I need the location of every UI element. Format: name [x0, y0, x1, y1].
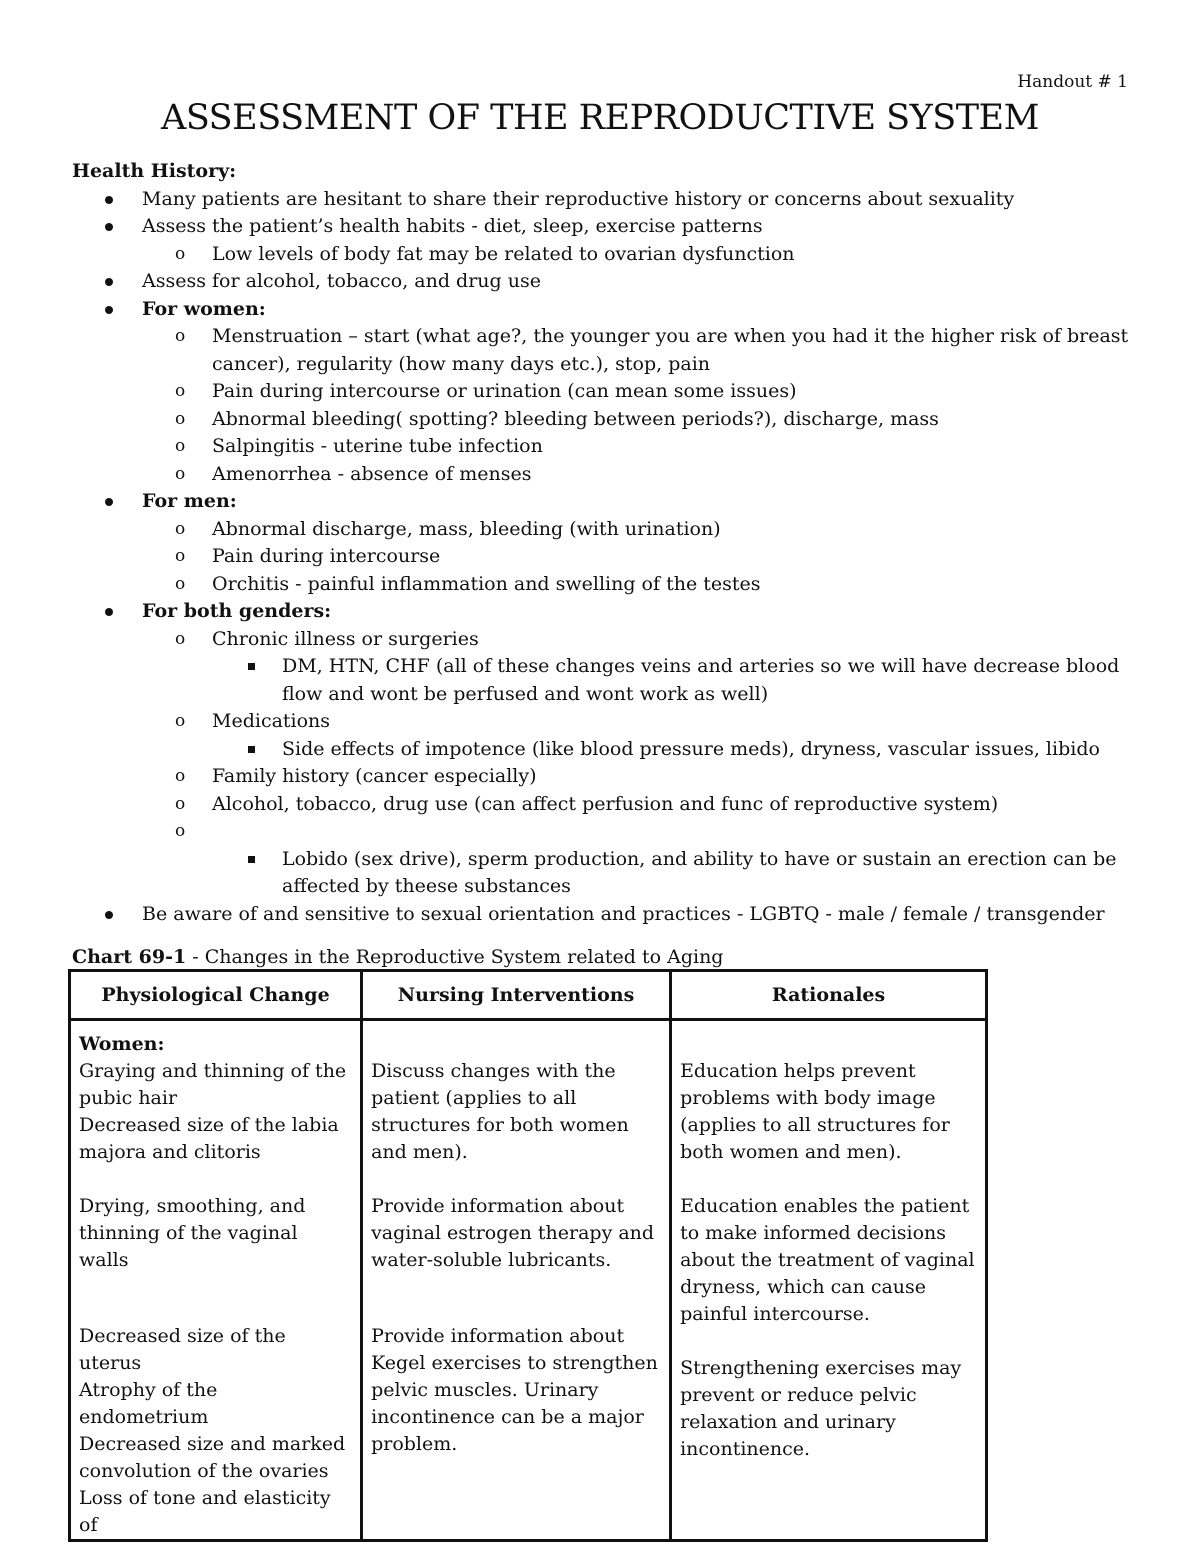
bullet-icon — [105, 196, 113, 204]
list-item-women: For women: o Menstruation – start (what age?, the younger you are when you had it the higher risk of breast cancer), regularity (how many days etc.), stop, pain o Pain during intercourse or urination (can mean some issues) o Abnormal bleeding( spotting? bleeding between periods?), discharge, mass o Salpingitis - uterine tube infection o Amenorrhea - absence of menses — [72, 296, 1142, 489]
list-item: o Chronic illness or surgeries DM, HTN, CHF (all of these changes veins and arteries so we will have decrease blood flow and wont be perfused and wont work as well) — [142, 626, 1142, 709]
list-item: o Salpingitis - uterine tube infection — [142, 433, 1142, 461]
circle-bullet-icon: o — [175, 436, 186, 456]
circle-bullet-icon: o — [175, 326, 186, 346]
list-item: Be aware of and sensitive to sexual orientation and practices - LGBTQ - male / female / transgender — [72, 901, 1142, 929]
list-item: Lobido (sex drive), sperm production, and ability to have or sustain an erection can be affected by theese substances — [212, 846, 1142, 901]
circle-bullet-icon: o — [175, 793, 186, 814]
circle-bullet-icon: o — [175, 546, 186, 566]
square-bullet-icon — [248, 663, 255, 670]
list-item: o Low levels of body fat may be related to ovarian dysfunction — [142, 241, 1142, 269]
women-label: Women: — [79, 1033, 165, 1055]
square-bullet-icon — [248, 746, 255, 753]
cell-block: Graying and thinning of the pubic hair Decreased size of the labia majora and clitoris — [79, 1060, 347, 1163]
cell-block: Drying, smoothing, and thinning of the vaginal walls — [79, 1195, 306, 1271]
list-item: o Pain during intercourse — [142, 543, 1142, 571]
cell-block: Discuss changes with the patient (applies to all structures for both women and men). — [371, 1060, 629, 1163]
history-list — [72, 186, 1142, 929]
circle-bullet-icon: o — [175, 766, 186, 786]
table-row — [70, 1020, 987, 1541]
list-item: o Alcohol, tobacco, drug use (can affect perfusion and func of reproductive system) — [142, 791, 1142, 819]
circle-bullet-icon: o — [175, 518, 186, 539]
circle-bullet-icon: o — [175, 381, 186, 401]
list-item: Assess for alcohol, tobacco, and drug use — [72, 268, 1142, 296]
list-item: DM, HTN, CHF (all of these changes veins and arteries so we will have decrease blood flow and wont be perfused and wont work as well) — [212, 653, 1142, 708]
list-item: o Abnormal discharge, mass, bleeding (with urination) — [142, 516, 1142, 544]
cell-block: Education helps prevent problems with body image (applies to all structures for both women and men). — [680, 1060, 950, 1163]
list-item: Assess the patient’s health habits - diet, sleep, exercise patterns o Low levels of body fat may be related to ovarian dysfunction — [72, 213, 1142, 268]
circle-bullet-icon: o — [175, 408, 186, 429]
circle-bullet-icon: o — [175, 711, 186, 731]
list-item-empty — [142, 818, 1142, 901]
list-item: o Orchitis - painful inflammation and swelling of the testes — [142, 571, 1142, 599]
table-cell-rationales — [671, 1020, 987, 1541]
list-item: o Family history (cancer especially) — [142, 763, 1142, 791]
list-item: o Abnormal bleeding( spotting? bleeding between periods?), discharge, mass — [142, 406, 1142, 434]
list-item: Side effects of impotence (like blood pressure meds), dryness, vascular issues, libido — [212, 736, 1142, 764]
circle-bullet-icon: o — [175, 628, 186, 649]
cell-block: Provide information about Kegel exercises to strengthen pelvic muscles. Urinary incontinence can be a major problem. — [371, 1325, 658, 1455]
aging-changes-table — [68, 969, 988, 1542]
list-item: o Amenorrhea - absence of menses — [142, 461, 1142, 489]
table-cell-physiological — [70, 1020, 362, 1541]
cell-block: Provide information about vaginal estrogen therapy and water-soluble lubricants. — [371, 1195, 655, 1271]
handout-number: Handout # 1 — [1017, 72, 1128, 92]
health-history-section — [72, 158, 1142, 928]
table-cell-interventions — [362, 1020, 671, 1541]
column-header: Physiological Change — [70, 971, 362, 1020]
square-bullet-icon — [248, 856, 255, 863]
section-heading: Health History: — [72, 160, 237, 182]
list-item-both: For both genders: o Chronic illness or surgeries DM, HTN, CHF (all of these changes veins and arteries so we will have decrease blood flow and wont be perfused and wont work as well) o Medications Side effects of impotence (like blood pressure meds), dryness, vascular issues, libido o Family history (cancer especially) o Alcohol, tobacco, drug use (can affect perfusion and func of reproductive system) o Lobido (sex drive), sperm production, and ability to have or sustain an erection can be affected by theese substances — [72, 598, 1142, 901]
list-item: o Menstruation – start (what age?, the younger you are when you had it the higher risk of breast cancer), regularity (how many days etc.), stop, pain — [175, 325, 1129, 375]
list-item: Many patients are hesitant to share their reproductive history or concerns about sexuality — [72, 186, 1142, 214]
list-item-men: For men: o Abnormal discharge, mass, bleeding (with urination) o Pain during intercourse o Orchitis - painful inflammation and swelling of the testes — [72, 488, 1142, 598]
bullet-icon — [105, 306, 113, 314]
bullet-icon — [105, 911, 113, 919]
circle-bullet-icon: o — [175, 821, 186, 841]
column-header: Nursing Interventions — [362, 971, 671, 1020]
circle-bullet-icon: o — [175, 243, 186, 264]
bullet-icon — [105, 608, 113, 616]
bullet-icon — [105, 278, 113, 286]
cell-block: Decreased size of the uterus Atrophy of the endometrium Decreased size and marked convolution of the ovaries Loss of tone and elasticity of — [79, 1325, 346, 1536]
column-header: Rationales — [671, 971, 987, 1020]
bullet-icon — [105, 498, 113, 506]
circle-bullet-icon: o — [175, 573, 186, 594]
circle-bullet-icon: o — [175, 463, 186, 484]
bullet-icon — [105, 223, 113, 231]
list-item: o Pain during intercourse or urination (can mean some issues) — [142, 378, 1142, 406]
table-header-row — [70, 971, 987, 1020]
cell-block: Strengthening exercises may prevent or reduce pelvic relaxation and urinary incontinence. — [680, 1357, 962, 1460]
list-item: o Medications Side effects of impotence (like blood pressure meds), dryness, vascular issues, libido — [142, 708, 1142, 763]
cell-block: Education enables the patient to make informed decisions about the treatment of vaginal dryness, which can cause painful intercourse. — [680, 1195, 975, 1325]
page-title: ASSESSMENT OF THE REPRODUCTIVE SYSTEM — [161, 98, 1039, 138]
chart-caption: Chart 69-1 - Changes in the Reproductive System related to Aging — [72, 946, 724, 968]
